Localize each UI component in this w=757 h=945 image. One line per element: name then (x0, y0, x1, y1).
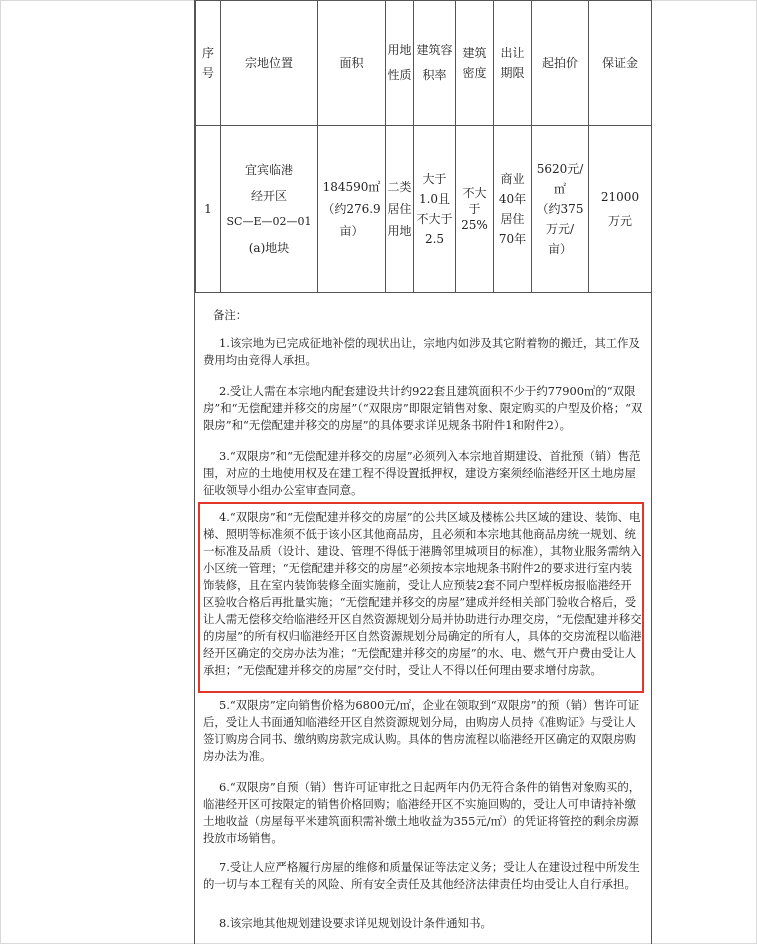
document-page (194, 0, 652, 944)
note-item-5: 5.“双限房”定向销售价格为6800元/㎡，企业在领取到“双限房”的预（销）售许可证后，受让人书面通知临港经开区自然资源规划分局，由购房人员持《准购证》与受让人签订购房合同书、缴纳购房款完成认购。具体的售房流程以临港经开区确定的双限房购房办法为准。 (203, 698, 640, 763)
header-term: 出让期限 (494, 1, 532, 126)
price-line-2: ㎡ (553, 182, 566, 196)
cell-no: 1 (196, 126, 221, 293)
header-use: 用地性质 (386, 1, 414, 126)
price-line-4: 万元/ (545, 222, 575, 236)
price-line-5: 亩） (547, 242, 572, 256)
cell-deposit (589, 126, 652, 293)
price-line-3: （约375 (536, 202, 584, 216)
note-item-7: 7.受让人应严格履行房屋的维修和质量保证等法定义务；受让人在建设过程中所发生的一切与本工程有关的风险、所有安全责任及其他经济法律责任均由受让人自行承担。 (203, 860, 640, 891)
location-line-1: 宜宾临港 (244, 163, 293, 177)
cell-area (318, 126, 386, 293)
price-line-1: 5620元/ (536, 162, 584, 176)
header-location: 宗地位置 (221, 1, 318, 126)
header-plot-ratio: 建筑容积率 (414, 1, 456, 126)
cell-term: 商业40年居住70年 (494, 126, 532, 293)
note-item-1: 1.该宗地为已完成征地补偿的现状出让，宗地内如涉及其它附着物的搬迁，其工作及费用均由竞得人承担。 (203, 336, 640, 367)
header-start-price: 起拍价 (532, 1, 589, 126)
cell-use: 二类居住用地 (386, 126, 414, 293)
note-item-4: 4.“双限房”和“无偿配建并移交的房屋”的公共区域及楼栋公共区域的建设、装饰、电梯、照明等标准须不低于该小区其他商品房，且必须和本宗地其他商品房统一规划、统一标准及品质（设计、建设、管理不得低于港腾邻里城项目的标准），其物业服务需纳入小区统一管理；“无偿配建并移交的房屋”必须按本宗地规条书附件2的要求进行室内装饰装修，且在室内装饰装修全面实施前，受让人应预装2套不同户型样板房报临港经开区验收合格后再批量实施；“无偿配建并移交的房屋”建成并经相关部门验收合格后，受让人需无偿移交给临港经开区自然资源规划分局并协助进行办理交房，“无偿配建并移交的房屋”的所有权归临港经开区自然资源规划分局确定的所有人，具体的交房流程以临港经开区确定的交房办法为准；“无偿配建并移交的房屋”的水、电、燃气开户费由受让人承担；“无偿配建并移交的房屋”交付时，受让人不得以任何理由要求增付房款。 (203, 510, 642, 677)
location-line-4: (a)地块 (248, 241, 290, 255)
note-item-6: 6.“双限房”自预（销）售许可证审批之日起两年内仍无符合条件的销售对象购买的，临港经开区可按限定的销售价格回购；临港经开区不实施回购的，受让人可申请持补缴土地收益（房屋每平米建筑面积需补缴土地收益为355元/㎡）的凭证将管控的剩余房源投放市场销售。 (203, 780, 641, 845)
location-line-3: SC—E—02—01 (226, 215, 312, 228)
header-density: 建筑密度 (456, 1, 494, 126)
deposit-line-1: 21000 (600, 190, 640, 204)
cell-location (221, 126, 318, 293)
note-item-2: 2.受让人需在本宗地内配套建设共计约922套且建筑面积不少于约77900㎡的“双限房”和“无偿配建并移交的房屋”（“双限房”即限定销售对象、限定购买的户型及价格；“双限房”和“无偿配建并移交的房屋”的具体要求详见规条书附件1和附件2）。 (203, 384, 643, 432)
note-item-8: 8.该宗地其他规划建设要求详见规划设计条件通知书。 (219, 916, 492, 930)
notes-title: 备注： (213, 308, 248, 322)
location-line-2: 经开区 (250, 189, 287, 203)
table-row (196, 126, 652, 293)
deposit-line-2: 万元 (607, 214, 632, 228)
area-line-1: 184590㎡ (322, 180, 381, 194)
table-header-row (196, 1, 652, 126)
area-line-2: （约276.9 (322, 202, 381, 216)
header-area: 面积 (318, 1, 386, 126)
cell-start-price (532, 126, 589, 293)
note-item-3: 3.“双限房”和“无偿配建并移交的房屋”必须列入本宗地首期建设、首批预（销）售范围，对应的土地使用权及在建工程不得设置抵押权，建设方案须经临港经开区土地房屋征收领导小组办公室审查同意。 (203, 449, 641, 497)
header-deposit: 保证金 (589, 1, 652, 126)
notes-section (195, 292, 651, 945)
highlight-box (198, 502, 644, 693)
land-parcel-table (195, 0, 652, 293)
cell-plot-ratio: 大于1.0且不大于2.5 (414, 126, 456, 293)
header-no: 序号 (196, 1, 221, 126)
cell-density: 不大于25% (456, 126, 494, 293)
area-line-3: 亩） (339, 224, 364, 238)
